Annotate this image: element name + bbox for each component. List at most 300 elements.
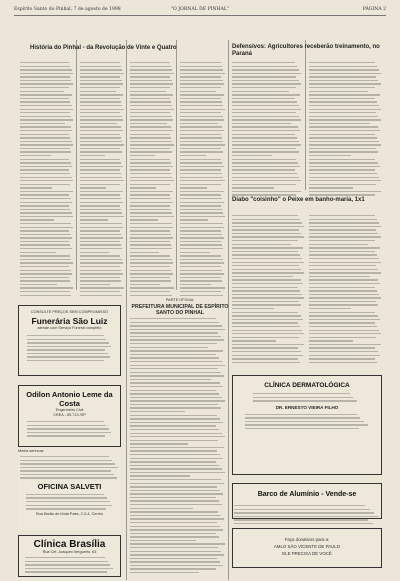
text-line <box>309 191 381 192</box>
text-line <box>130 318 216 319</box>
text-line <box>20 123 65 124</box>
article-headline-sports: Diabo "coisinho" o Peixe em banho-maria, 1x1 <box>232 197 365 203</box>
text-line <box>20 69 72 70</box>
text-line <box>309 355 380 356</box>
text-line <box>130 223 172 224</box>
text-line <box>130 447 224 448</box>
text-line <box>130 130 173 131</box>
text-line <box>130 212 172 213</box>
text-line <box>309 251 375 252</box>
text-line <box>232 279 301 280</box>
text-line <box>180 255 221 256</box>
text-line <box>26 497 107 498</box>
text-line <box>20 180 73 181</box>
text-line <box>80 234 121 235</box>
text-line <box>180 162 222 163</box>
text-line <box>309 87 375 88</box>
text-line <box>309 240 375 241</box>
column-rule <box>126 40 127 580</box>
text-line <box>20 291 70 292</box>
text-line <box>130 241 170 242</box>
text-line <box>130 508 193 509</box>
text-line <box>80 252 109 253</box>
text-line <box>180 166 224 167</box>
text-line <box>309 319 380 320</box>
text-line <box>309 148 376 149</box>
text-line <box>245 421 364 422</box>
text-line <box>20 287 73 288</box>
text-line <box>20 116 71 117</box>
text-line <box>80 244 121 245</box>
ad-clinica-brasilia <box>18 535 121 577</box>
text-line <box>245 428 359 429</box>
text-line <box>309 151 378 152</box>
masthead-date: Espírito Santo do Pinhal, 7 de agosto de 1998 <box>14 7 121 12</box>
text-line <box>130 483 224 484</box>
ad-salveti <box>18 449 121 530</box>
text-line <box>309 194 375 195</box>
text-line <box>180 234 222 235</box>
text-line <box>80 287 124 288</box>
text-line <box>232 87 296 88</box>
text-line <box>232 177 299 178</box>
text-line <box>232 262 304 263</box>
text-line <box>80 119 123 120</box>
text-line <box>20 119 73 120</box>
text-line <box>80 105 122 106</box>
text-line <box>27 346 111 347</box>
text-line <box>180 66 222 67</box>
ad-donativos-line1: Faça donativos para a: <box>284 537 330 542</box>
text-line <box>20 273 72 274</box>
text-line <box>309 340 353 341</box>
text-line <box>130 390 216 391</box>
text-line <box>180 248 223 249</box>
official-notice-text <box>130 318 226 576</box>
text-line <box>20 463 115 464</box>
text-line <box>20 98 69 99</box>
text-line <box>26 508 106 509</box>
text-line <box>130 393 219 394</box>
ad-clinica-derm-doctor: DR. ERNESTO VIEIRA FILHO <box>275 404 339 410</box>
text-line <box>130 407 221 408</box>
text-line <box>309 101 377 102</box>
text-line <box>20 173 70 174</box>
ad-funeraria-info: atende com Serviço Funeral completo <box>37 326 102 330</box>
text-line <box>234 512 374 513</box>
text-line <box>80 76 120 77</box>
text-line <box>130 194 170 195</box>
text-line <box>309 173 377 174</box>
text-line <box>232 304 301 305</box>
masthead <box>14 5 386 16</box>
text-line <box>26 505 112 506</box>
text-line <box>80 194 120 195</box>
text-line <box>180 277 221 278</box>
article-text-column <box>130 62 174 298</box>
article-text-column <box>180 62 225 298</box>
text-line <box>20 126 71 127</box>
text-line <box>245 417 360 418</box>
text-line <box>232 244 291 245</box>
text-line <box>130 252 159 253</box>
text-line <box>20 252 56 253</box>
text-line <box>130 458 223 459</box>
text-line <box>180 205 221 206</box>
text-line <box>309 326 377 327</box>
text-line <box>232 269 301 270</box>
ad-salveti-name: OFICINA SALVETI <box>37 481 102 491</box>
text-line <box>20 198 71 199</box>
text-line <box>20 223 71 224</box>
text-line <box>20 470 111 471</box>
text-line <box>309 347 375 348</box>
text-line <box>130 262 173 263</box>
text-line <box>130 468 222 469</box>
text-line <box>232 109 301 110</box>
text-line <box>130 244 171 245</box>
text-line <box>309 112 376 113</box>
text-line <box>20 216 73 217</box>
text-line <box>20 151 71 152</box>
text-line <box>80 291 120 292</box>
column-rule <box>176 40 177 290</box>
text-line <box>232 355 303 356</box>
ad-funeraria <box>18 305 121 376</box>
text-line <box>130 372 221 373</box>
text-line <box>180 237 224 238</box>
text-line <box>130 94 173 95</box>
text-line <box>180 259 223 260</box>
text-line <box>130 119 173 120</box>
text-line <box>20 105 72 106</box>
ad-donativos-line2: AMLO SÃO VICENTE DE PAULO <box>273 544 341 549</box>
text-line <box>130 433 222 434</box>
text-line <box>130 533 216 534</box>
text-line <box>130 180 174 181</box>
text-line <box>232 126 298 127</box>
text-line <box>20 177 72 178</box>
text-line <box>232 73 301 74</box>
text-line <box>20 277 69 278</box>
text-line <box>232 258 302 259</box>
masthead-page-number: PÁGINA 2 <box>362 7 386 12</box>
article-text-column <box>309 62 382 198</box>
text-line <box>309 98 375 99</box>
text-line <box>130 329 225 330</box>
text-line <box>234 523 373 524</box>
text-line <box>130 159 170 160</box>
text-line <box>80 284 110 285</box>
text-line <box>20 148 70 149</box>
text-line <box>180 144 225 145</box>
text-line <box>232 247 303 248</box>
text-line <box>309 344 381 345</box>
text-line <box>80 130 123 131</box>
text-line <box>130 177 172 178</box>
article-text-column <box>232 62 302 198</box>
text-line <box>232 191 301 192</box>
text-line <box>130 486 217 487</box>
text-line <box>232 283 303 284</box>
text-line <box>130 526 220 527</box>
text-line <box>80 266 120 267</box>
ad-donativos <box>232 528 382 568</box>
text-line <box>130 379 211 380</box>
text-line <box>309 279 378 280</box>
text-line <box>309 308 351 309</box>
text-line <box>130 198 171 199</box>
text-line <box>130 101 171 102</box>
text-line <box>130 536 219 537</box>
text-line <box>20 295 71 296</box>
text-line <box>180 216 225 217</box>
text-line <box>309 330 379 331</box>
text-line <box>80 173 121 174</box>
text-line <box>309 244 368 245</box>
text-line <box>232 83 301 84</box>
ad-clinica-derm-name: CLÍNICA DERMATOLÓGICA <box>264 382 350 389</box>
text-line <box>253 397 353 398</box>
text-line <box>130 83 173 84</box>
text-line <box>130 336 221 337</box>
text-line <box>180 80 223 81</box>
text-line <box>130 266 170 267</box>
text-line <box>232 62 295 63</box>
text-line <box>130 565 223 566</box>
text-line <box>232 166 300 167</box>
text-line <box>309 272 381 273</box>
text-line <box>80 166 123 167</box>
text-line <box>309 222 379 223</box>
text-line <box>309 312 375 313</box>
text-line <box>130 87 170 88</box>
text-line <box>309 141 379 142</box>
text-line <box>20 460 112 461</box>
text-line <box>309 91 368 92</box>
ad-donativos-line3: ELE PRECISA DE VOCÊ <box>282 551 332 556</box>
text-line <box>27 421 104 422</box>
ad-odilon-name: Odilon Antonio Leme da Costa <box>26 390 113 408</box>
text-line <box>130 375 224 376</box>
text-line <box>180 130 224 131</box>
ad-odilon-crea: CREA - 69.713 /SP <box>53 413 86 417</box>
text-line <box>130 418 220 419</box>
text-line <box>180 212 223 213</box>
text-line <box>232 272 304 273</box>
text-line <box>80 191 123 192</box>
text-line <box>309 258 379 259</box>
text-line <box>309 76 376 77</box>
text-line <box>20 184 70 185</box>
text-line <box>309 169 375 170</box>
text-line <box>80 212 122 213</box>
text-line <box>180 73 225 74</box>
text-line <box>80 87 120 88</box>
text-line <box>232 290 300 291</box>
text-line <box>130 205 170 206</box>
text-line <box>27 356 110 357</box>
text-line <box>20 270 71 271</box>
text-line <box>80 126 121 127</box>
text-line <box>80 241 120 242</box>
text-line <box>232 151 299 152</box>
text-line <box>20 91 64 92</box>
text-line <box>130 259 172 260</box>
text-line <box>309 180 381 181</box>
text-line <box>232 265 299 266</box>
text-line <box>130 332 218 333</box>
text-line <box>180 184 221 185</box>
text-line <box>180 295 223 296</box>
article-text-column <box>20 62 74 298</box>
text-line <box>26 494 104 495</box>
text-line <box>130 465 219 466</box>
text-line <box>130 291 170 292</box>
text-line <box>130 572 199 573</box>
text-line <box>80 141 122 142</box>
text-line <box>80 162 121 163</box>
text-line <box>180 105 223 106</box>
text-line <box>309 233 378 234</box>
text-line <box>80 216 124 217</box>
text-line <box>27 342 109 343</box>
text-line <box>180 116 223 117</box>
text-line <box>130 166 173 167</box>
text-line <box>27 349 105 350</box>
text-line <box>309 337 376 338</box>
text-line <box>232 123 291 124</box>
text-line <box>309 297 381 298</box>
text-line <box>309 66 377 67</box>
text-line <box>130 343 217 344</box>
text-line <box>80 248 122 249</box>
text-line <box>232 194 296 195</box>
text-line <box>80 155 105 156</box>
text-line <box>130 529 223 530</box>
text-line <box>20 241 69 242</box>
official-notice-label: PARTE OFICIAL <box>165 298 195 302</box>
text-line <box>130 493 223 494</box>
article-text-column <box>309 215 382 365</box>
text-line <box>80 83 123 84</box>
text-line <box>232 116 299 117</box>
text-line <box>309 187 353 188</box>
text-line <box>80 237 123 238</box>
text-line <box>180 91 216 92</box>
text-line <box>309 276 370 277</box>
text-line <box>232 254 300 255</box>
text-line <box>80 91 116 92</box>
text-line <box>232 358 298 359</box>
text-line <box>20 112 70 113</box>
text-line <box>232 301 299 302</box>
text-line <box>309 262 381 263</box>
text-line <box>180 69 223 70</box>
text-line <box>232 351 301 352</box>
text-line <box>309 137 377 138</box>
text-line <box>180 227 224 228</box>
text-line <box>25 568 113 569</box>
text-line <box>80 295 122 296</box>
text-line <box>27 353 108 354</box>
text-line <box>309 215 375 216</box>
text-line <box>309 290 377 291</box>
text-line <box>80 270 121 271</box>
text-line <box>232 340 276 341</box>
text-line <box>130 66 171 67</box>
text-line <box>130 400 225 401</box>
text-line <box>130 415 217 416</box>
ad-salveti-text <box>20 456 119 479</box>
text-line <box>309 155 351 156</box>
official-notice-title: PREFEITURA MUNICIPAL DE ESPÍRITO SANTO DO PINHAL <box>131 304 229 316</box>
text-line <box>253 400 357 401</box>
ad-funeraria-text <box>27 335 112 361</box>
text-line <box>130 429 219 430</box>
text-line <box>180 287 225 288</box>
text-line <box>80 205 120 206</box>
text-line <box>130 137 171 138</box>
text-line <box>20 134 69 135</box>
text-line <box>232 240 298 241</box>
ad-funeraria-name: Funerária São Luiz <box>31 316 108 326</box>
text-line <box>309 304 378 305</box>
text-line <box>80 202 123 203</box>
text-line <box>20 87 69 88</box>
text-line <box>80 101 121 102</box>
text-line <box>80 148 120 149</box>
text-line <box>309 126 378 127</box>
text-line <box>20 194 69 195</box>
text-line <box>309 301 376 302</box>
text-line <box>309 144 381 145</box>
text-line <box>130 386 223 387</box>
text-line <box>309 322 375 323</box>
text-line <box>180 155 206 156</box>
text-line <box>130 475 190 476</box>
text-line <box>232 134 295 135</box>
text-line <box>180 87 221 88</box>
text-line <box>180 180 225 181</box>
text-line <box>130 404 218 405</box>
text-line <box>80 94 123 95</box>
text-line <box>80 69 122 70</box>
text-line <box>130 547 218 548</box>
text-line <box>80 169 120 170</box>
text-line <box>80 144 124 145</box>
text-line <box>130 151 172 152</box>
text-line <box>232 229 299 230</box>
text-line <box>180 198 222 199</box>
text-line <box>130 230 170 231</box>
text-line <box>180 134 221 135</box>
text-line <box>20 259 71 260</box>
text-line <box>309 162 378 163</box>
text-line <box>309 123 370 124</box>
text-line <box>232 347 298 348</box>
text-line <box>130 105 172 106</box>
text-line <box>20 255 70 256</box>
text-line <box>309 269 378 270</box>
text-line <box>80 159 120 160</box>
text-line <box>309 247 380 248</box>
text-line <box>180 270 222 271</box>
text-line <box>130 255 170 256</box>
text-line <box>309 134 375 135</box>
text-line <box>232 112 296 113</box>
ad-clinica-dermatologica <box>232 375 382 475</box>
